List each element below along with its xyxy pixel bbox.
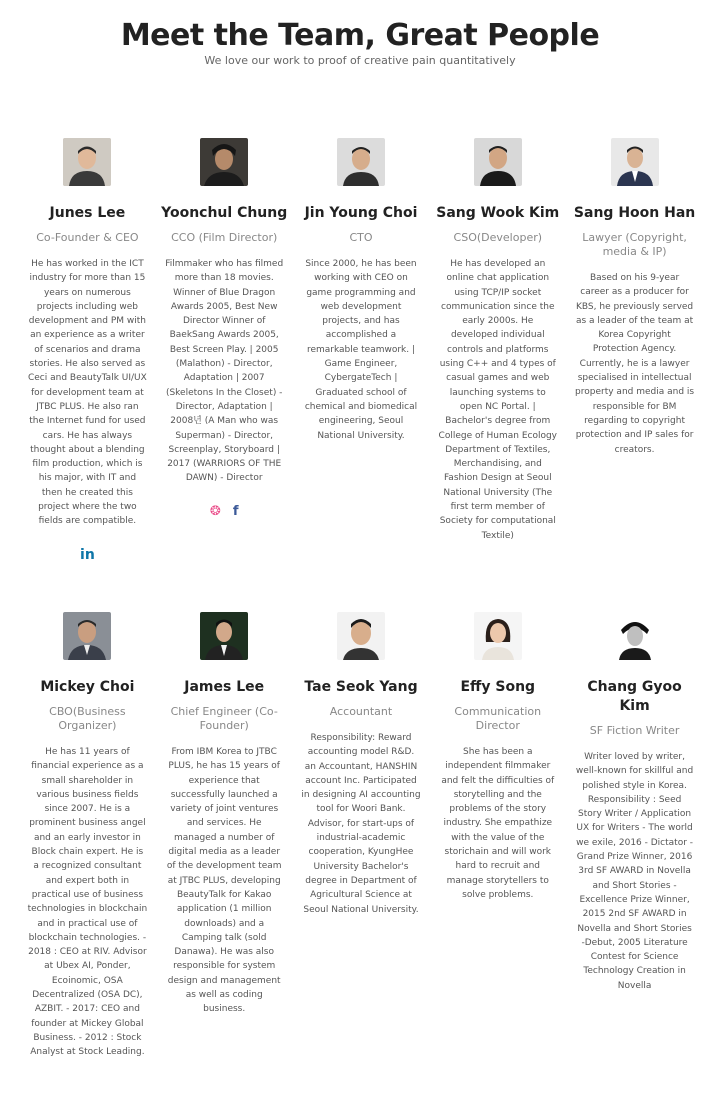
member-photo — [611, 138, 659, 186]
team-member-card — [566, 138, 703, 563]
member-bio: Writer loved by writer, well-known for skillful and polished style in Korea. Responsibility : Seed Story Writer / Application UX for Writers - The world we exile, 2016 - Dictator - Grand Prize Winner, 2016 3rd SF AWARD in Novella and Short Stories - Excellence Prize Winner, 2015 2nd SF AWARD in Novella and Short Stories -Debut, 2005 Literature Contest for Science Technology Creation in Novella — [575, 752, 694, 991]
member-name: Yoonchul Chung — [161, 205, 288, 221]
member-role: Communication Director — [454, 705, 542, 732]
member-role: Lawyer (Copyright, media & IP) — [582, 231, 687, 258]
team-row — [19, 138, 703, 563]
member-name: Junes Lee — [49, 205, 126, 221]
member-photo — [611, 612, 659, 660]
team-member-card — [293, 612, 430, 1060]
member-photo — [337, 612, 385, 660]
social-links — [210, 504, 239, 520]
member-photo — [337, 138, 385, 186]
member-bio: Filmmaker who has filmed more than 18 movies. Winner of Blue Dragon Awards 2005, Best New Director Winner of BaekSang Awards 2005, Best Screen Play. | 2005 (Malathon) - Director, Adaptation | 2007 (Skeletons In the Closet) - Director, Adaptation | 2008년 (A Man who was Superman) - Director, Screenplay, Storyboard | 2017 (WARRIORS OF THE DAWN) - Director — [165, 259, 284, 484]
member-photo — [63, 138, 111, 186]
member-name: Tae Seok Yang — [304, 679, 418, 695]
member-photo — [200, 612, 248, 660]
member-name: Mickey Choi — [40, 679, 135, 695]
member-role: Accountant — [329, 705, 393, 718]
member-role: SF Fiction Writer — [589, 724, 680, 737]
dribbble-icon[interactable]: ❂ — [209, 503, 221, 519]
team-member-card — [566, 612, 703, 1060]
member-role: CCO (Film Director) — [171, 231, 278, 244]
member-photo — [474, 138, 522, 186]
team-member-card — [429, 138, 566, 563]
member-photo — [63, 612, 111, 660]
team-header — [0, 16, 720, 67]
member-bio: He has developed an online chat application using TCP/IP socket communication since the early 2000s. He developed individual controls and platforms using C++ and 4 types of casual games and web launching systems to open NC Portal. | Bachelor's degree from College of Human Ecology Department of Textiles, Merchandising, and Fashion Design at Seoul National University (The first term member of Society for computational Textile) — [438, 259, 558, 541]
member-name: James Lee — [184, 679, 265, 695]
team-member-card — [19, 612, 156, 1060]
member-bio: He has worked in the ICT industry for more than 15 years on numerous projects including web development and PM with an experience as a writer of scenarios and drama stories. He also served as Ceci and BeautyTalk UI/UX for development team at JTBC PLUS. He also ran the Internet fund for used cars. He has always thought about a blending film production, which is his major, with IT and then he created this project where the two fields are compatible. — [27, 259, 147, 527]
team-member-card — [429, 612, 566, 1060]
social-links — [80, 547, 95, 563]
page-subtitle: We love our work to proof of creative pain quantitatively — [204, 54, 516, 67]
team-member-card — [293, 138, 430, 563]
member-bio: Responsibility: Reward accounting model R&D. an Accountant, HANSHIN account Inc. Participated in designing AI accounting tool for Woori Bank. Advisor, for start-ups of industrial-academic cooperation, KyungHee University Bachelor's degree in Department of Agricultural Science at Seoul National University. — [301, 733, 421, 915]
member-role: CSO(Developer) — [453, 231, 543, 244]
member-bio: He has 11 years of financial experience as a small shareholder in various business fields since 2007. He is a prominent business angel and an early investor in Block chain expert. He is a recognized consultant and expert both in practical use of business technologies in blockchain and in practical use of blockchain technologies. - 2018 : CEO at RIV. Advisor at Ubex AI, Ponder, Ecoinomic, OSA Decentralized (OSA DC), AZBIT. - 2017: CEO and founder at Mickey Global Business. - 2012 : Stock Analyst at Stock Leading. — [27, 747, 148, 1058]
linkedin-icon[interactable]: in — [80, 546, 95, 563]
member-name: Effy Song — [460, 679, 536, 695]
member-role: Co-Founder & CEO — [36, 231, 139, 244]
member-bio: Based on his 9-year career as a producer for KBS, he previously served as a leader of the team at Korea Copyright Protection Agency. Currently, he is a lawyer specialised in intellectual property and media and is responsible for BM regarding to copyright protection and IP sales for creators. — [575, 273, 695, 455]
member-role: CTO — [349, 231, 373, 244]
member-role: Chief Engineer (Co-Founder) — [170, 705, 278, 732]
page-title: Meet the Team, Great People — [120, 18, 600, 53]
facebook-icon[interactable]: f — [232, 503, 239, 519]
member-photo — [474, 612, 522, 660]
member-name: Sang Wook Kim — [436, 205, 560, 221]
team-member-card — [156, 612, 293, 1060]
team-member-card — [19, 138, 156, 563]
member-name: Sang Hoon Han — [573, 205, 696, 221]
member-role: CBO(Business Organizer) — [49, 705, 126, 732]
member-bio: Since 2000, he has been working with CEO on game programming and web development projects, and has accomplished a remarkable teamwork. | Game Engineer, CybergateTech | Graduated school of chemical and biomedical engineering, Seoul National University. — [304, 259, 418, 441]
team-row — [19, 612, 703, 1060]
member-bio: From IBM Korea to JTBC PLUS, he has 15 years of experience that successfully launched a variety of joint ventures and services. He managed a number of digital media as a leader of the development team at JTBC PLUS, developing BeautyTalk for Kakao application (1 million downloads) and a Camping talk (sold Danawa). He was also responsible for system design and management as well as coding business. — [166, 747, 282, 1015]
member-photo — [200, 138, 248, 186]
member-name: Chang Gyoo Kim — [587, 679, 682, 714]
team-member-card — [156, 138, 293, 563]
member-bio: She has been a independent filmmaker and felt the difficulties of storytelling and the problems of the story industry. She empathize with the value of the storichain and will work hard to recruit and manage storytellers to solve problems. — [441, 747, 555, 900]
member-name: Jin Young Choi — [304, 205, 418, 221]
